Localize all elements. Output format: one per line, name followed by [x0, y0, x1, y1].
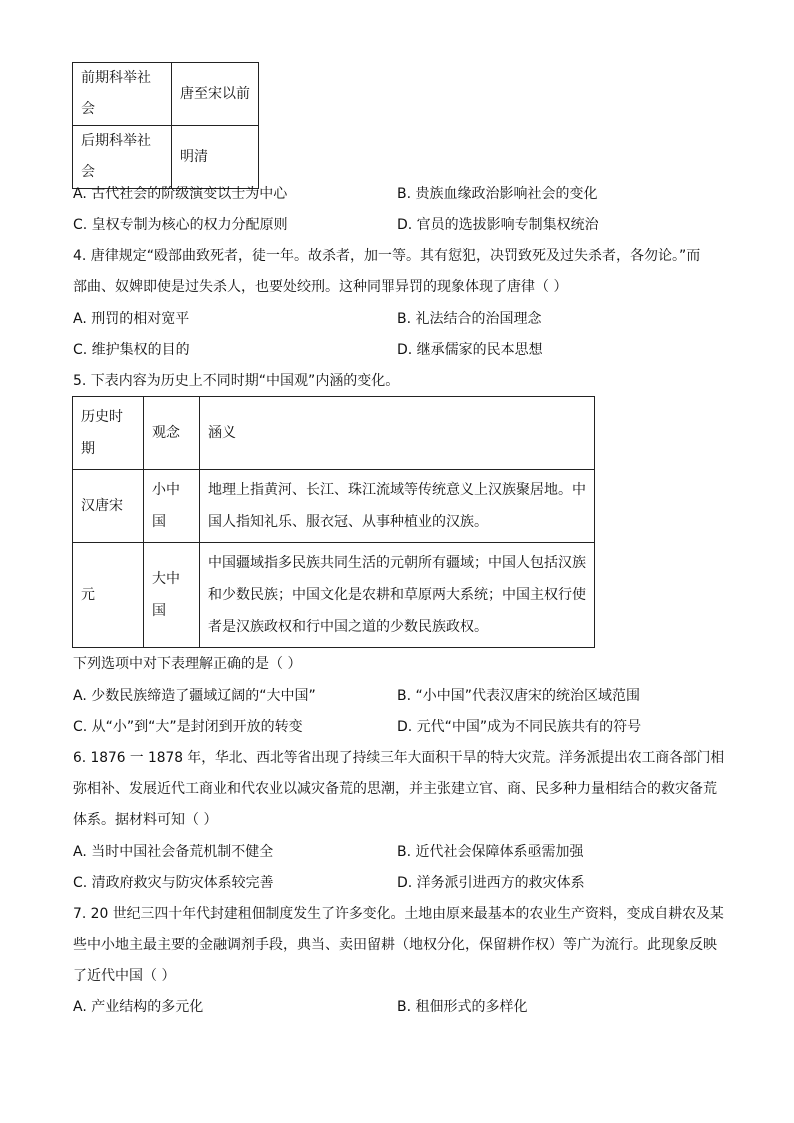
- meaning-line: 和少数民族；中国文化是农耕和草原两大系统；中国主权行使: [208, 587, 586, 603]
- option-d: D. 洋务派引进西方的救灾体系: [397, 875, 585, 891]
- table-row: [73, 543, 595, 648]
- table-cell: 唐至宋以前: [172, 63, 259, 126]
- option-a: A. 产业结构的多元化: [73, 999, 204, 1015]
- question-5-prompt: 下列选项中对下表理解正确的是（ ）: [73, 656, 302, 672]
- question-6-line-1: 6. 1876 一 1878 年，华北、西北等省出现了持续三年大面积干旱的特大灾荒。洋务派提出农工商各部门相: [73, 750, 725, 766]
- meaning-line: 者是汉族政权和行中国之道的少数民族政权。: [208, 619, 488, 635]
- option-d: D. 官员的选拔影响专制集权统治: [397, 217, 599, 233]
- option-a: A. 古代社会的阶级演变以士为中心: [73, 186, 288, 202]
- table-row: [73, 126, 259, 189]
- period-cell: 汉唐宋: [73, 470, 144, 543]
- period-cell: 元: [73, 543, 144, 648]
- header-meaning: 涵义: [200, 397, 595, 470]
- option-b: B. “小中国”代表汉唐宋的统治区域范围: [397, 688, 641, 704]
- option-a: A. 少数民族缔造了疆域辽阔的“大中国”: [73, 688, 316, 704]
- option-d: D. 元代“中国”成为不同民族共有的符号: [397, 719, 642, 735]
- question-4-line-2: 部曲、奴婢即使是过失杀人，也要处绞刑。这种同罪异罚的现象体现了唐律（ ）: [73, 279, 568, 295]
- option-d: D. 继承儒家的民本思想: [397, 342, 543, 358]
- option-b: B. 礼法结合的治国理念: [397, 311, 542, 327]
- question-4-line-1: 4. 唐律规定“殴部曲致死者，徒一年。故杀者，加一等。其有愆犯，决罚致死及过失杀者，各勿论。”而: [73, 248, 701, 264]
- question-7-line-1: 7. 20 世纪三四十年代封建租佃制度发生了许多变化。土地由原来最基本的农业生产资料，变成自耕农及某: [73, 906, 724, 922]
- meaning-cell: [200, 470, 595, 543]
- option-a: A. 当时中国社会备荒机制不健全: [73, 844, 274, 860]
- header-period-line: 期: [81, 441, 95, 457]
- concept-line: 国: [152, 514, 166, 530]
- concept-cell: [144, 543, 200, 648]
- option-b: B. 近代社会保障体系亟需加强: [397, 844, 584, 860]
- table-row: [73, 63, 259, 126]
- question-5-stem: 5. 下表内容为历史上不同时期“中国观”内涵的变化。: [73, 373, 400, 389]
- table-cell: 前期科举社会: [73, 63, 172, 126]
- table-cell: 明清: [172, 126, 259, 189]
- option-c: C. 清政府救灾与防灾体系较完善: [73, 875, 274, 891]
- question-7-line-2: 些中小地主最主要的金融调剂手段，典当、卖田留耕（地权分化，保留耕作权）等广为流行。此现象反映: [73, 937, 717, 953]
- concept-line: 大中: [152, 571, 180, 587]
- concept-cell: [144, 470, 200, 543]
- option-a: A. 刑罚的相对宽平: [73, 311, 190, 327]
- china-concept-table: [72, 396, 595, 648]
- table-header-row: [73, 397, 595, 470]
- meaning-line: 中国疆域指多民族共同生活的元朝所有疆域；中国人包括汉族: [208, 555, 586, 571]
- option-c: C. 从“小”到“大”是封闭到开放的转变: [73, 719, 303, 735]
- option-c: C. 皇权专制为核心的权力分配原则: [73, 217, 288, 233]
- meaning-line: 国人指知礼乐、服衣冠、从事种植业的汉族。: [208, 514, 488, 530]
- header-concept: 观念: [144, 397, 200, 470]
- option-b: B. 贵族血缘政治影响社会的变化: [397, 186, 598, 202]
- concept-line: 小中: [152, 482, 180, 498]
- meaning-line: 地理上指黄河、长江、珠江流域等传统意义上汉族聚居地。中: [208, 482, 586, 498]
- period-table: [72, 62, 259, 189]
- question-6-line-3: 体系。据材料可知（ ）: [73, 812, 218, 828]
- question-7-line-3: 了近代中国（ ）: [73, 968, 176, 984]
- option-c: C. 维护集权的目的: [73, 342, 190, 358]
- table-row: [73, 470, 595, 543]
- question-6-line-2: 弥相补、发展近代工商业和代农业以减灾备荒的思潮，并主张建立官、商、民多种力量相结合的救灾备荒: [73, 781, 717, 797]
- header-period-line: 历史时: [81, 409, 123, 425]
- header-period: [73, 397, 144, 470]
- concept-line: 国: [152, 603, 166, 619]
- table-cell: 后期科举社会: [73, 126, 172, 189]
- option-b: B. 租佃形式的多样化: [397, 999, 528, 1015]
- meaning-cell: [200, 543, 595, 648]
